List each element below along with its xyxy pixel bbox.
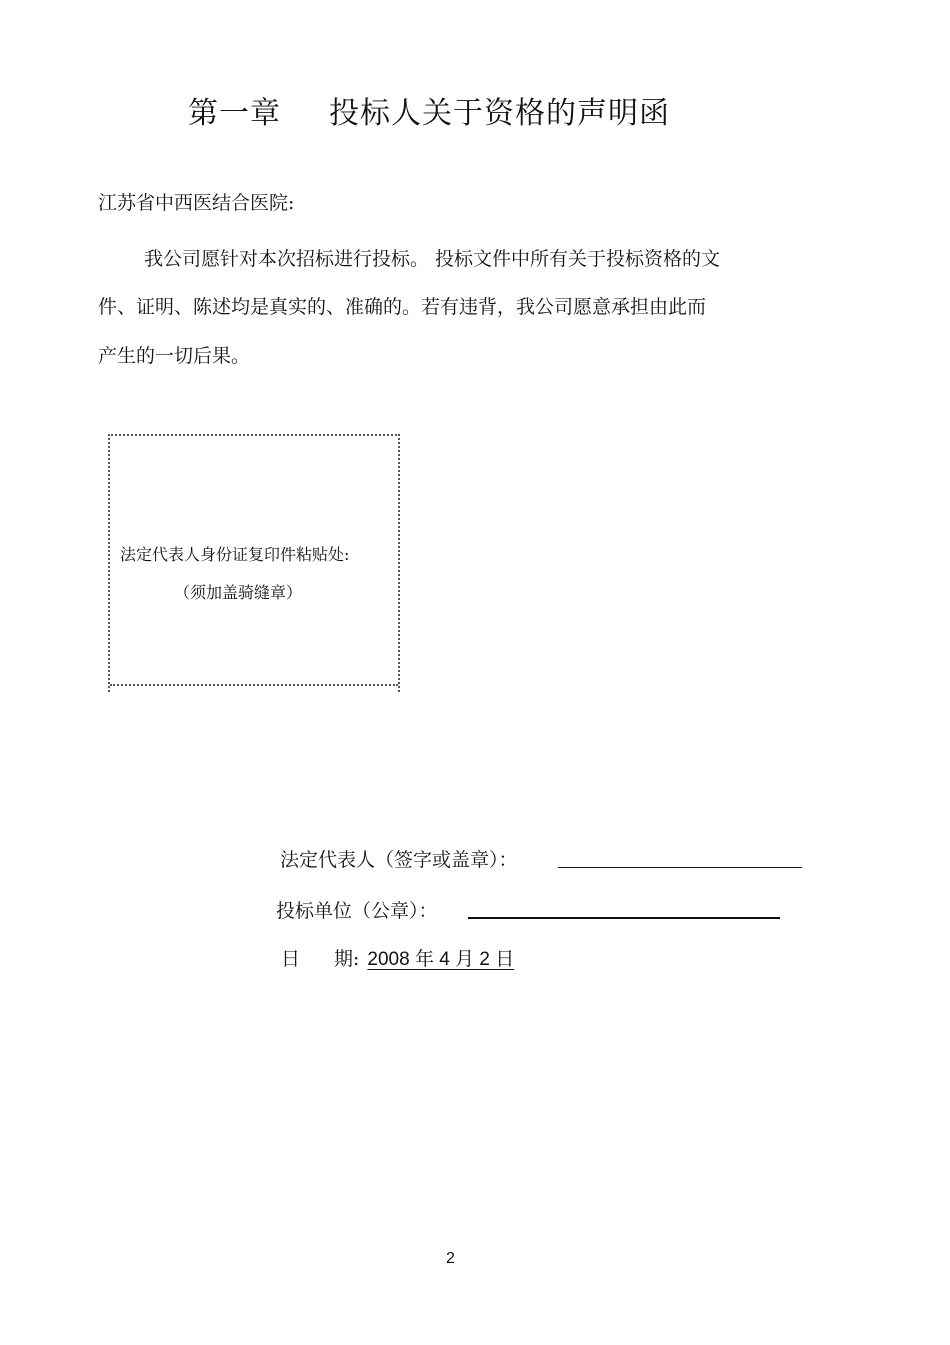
representative-signature-label: 法定代表人（签字或盖章）： <box>280 849 518 871</box>
page-number: 2 <box>446 1250 455 1267</box>
unit-seal-label: 投标单位（公章）： <box>276 900 438 922</box>
addressee: 江苏省中西医结合医院: <box>98 192 295 214</box>
body-line-1: 我公司愿针对本次招标进行投标。 投标文件中所有关于投标资格的文 <box>144 248 721 270</box>
id-copy-paste-box <box>108 434 400 692</box>
body-line-2: 件、证明、陈述均是真实的、准确的。若有违背，我公司愿意承担由此而 <box>98 296 707 318</box>
date-row <box>281 944 514 971</box>
chapter-heading: 投标人关于资格的声明函 <box>329 96 670 131</box>
body-line-3: 产生的一切后果。 <box>98 345 251 367</box>
date-label-part-1: 日 <box>281 948 301 970</box>
date-value: 2008 年 4 月 2 日 <box>367 949 515 970</box>
paste-box-note: （须加盖骑缝章） <box>174 583 303 602</box>
paste-box-label: 法定代表人身份证复印件粘贴处: <box>120 545 350 564</box>
date-label-part-2: 期: <box>334 948 360 970</box>
chapter-title <box>188 88 670 132</box>
unit-seal-line[interactable] <box>468 917 780 919</box>
chapter-number: 第一章 <box>188 96 281 131</box>
representative-signature-line[interactable] <box>558 867 802 868</box>
dotted-divider <box>110 684 398 686</box>
